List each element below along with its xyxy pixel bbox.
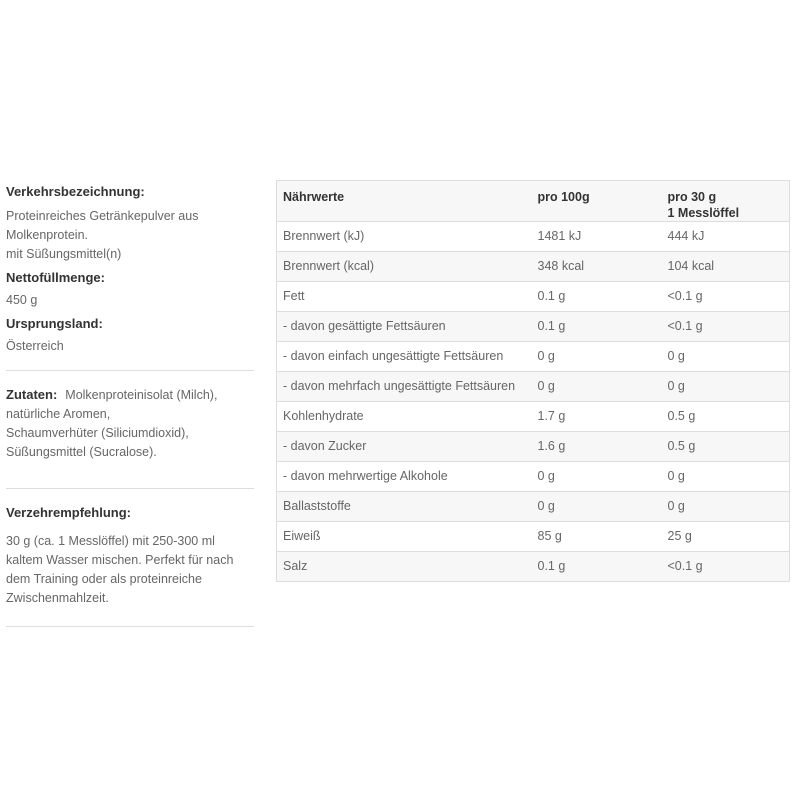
cell-per-100g: 0 g	[532, 462, 662, 492]
table-row	[277, 432, 790, 462]
table-row	[277, 312, 790, 342]
nettofuellmenge-value: 450 g	[6, 293, 38, 307]
cell-per-100g: 0 g	[532, 372, 662, 402]
cell-per-100g: 1.7 g	[532, 402, 662, 432]
table-row	[277, 282, 790, 312]
cell-nutrient: Brennwert (kcal)	[277, 252, 532, 282]
table-row	[277, 552, 790, 582]
cell-nutrient: Ballaststoffe	[277, 492, 532, 522]
cell-per-100g: 0 g	[532, 492, 662, 522]
cell-per-30g: <0.1 g	[662, 552, 790, 582]
verzehr-line3: dem Training oder als proteinreiche	[6, 572, 202, 586]
zutaten-line3: Schaumverhüter (Siliciumdioxid),	[6, 426, 189, 440]
cell-per-100g: 85 g	[532, 522, 662, 552]
table-row	[277, 342, 790, 372]
verkehrsbezeichnung-label: Verkehrsbezeichnung:	[6, 184, 145, 199]
cell-per-30g: 104 kcal	[662, 252, 790, 282]
table-row	[277, 462, 790, 492]
header-pro-30g	[662, 181, 790, 222]
verzehr-line1: 30 g (ca. 1 Messlöffel) mit 250-300 ml	[6, 534, 215, 548]
header-pro-30g-label: pro 30 g	[667, 190, 717, 204]
cell-per-100g: 348 kcal	[532, 252, 662, 282]
product-info	[6, 182, 254, 627]
table-row	[277, 402, 790, 432]
cell-per-30g: 444 kJ	[662, 222, 790, 252]
cell-per-30g: 0 g	[662, 372, 790, 402]
cell-per-100g: 0.1 g	[532, 312, 662, 342]
table-row	[277, 492, 790, 522]
cell-per-30g: 0 g	[662, 462, 790, 492]
table-row	[277, 222, 790, 252]
cell-per-100g: 0.1 g	[532, 552, 662, 582]
cell-nutrient: - davon einfach ungesättigte Fettsäuren	[277, 342, 532, 372]
verzehr-line4: Zwischenmahlzeit.	[6, 591, 109, 605]
table-row	[277, 372, 790, 402]
table-row	[277, 522, 790, 552]
cell-nutrient: - davon mehrwertige Alkohole	[277, 462, 532, 492]
cell-per-30g: 0 g	[662, 492, 790, 522]
zutaten-line2: natürliche Aromen,	[6, 407, 111, 421]
cell-per-30g: <0.1 g	[662, 312, 790, 342]
cell-per-30g: 0.5 g	[662, 402, 790, 432]
cell-per-100g: 1.6 g	[532, 432, 662, 462]
table-row	[277, 252, 790, 282]
nettofuellmenge-label: Nettofüllmenge:	[6, 270, 105, 285]
header-pro-30g-sub: 1 Messlöffel	[667, 206, 740, 220]
cell-nutrient: Fett	[277, 282, 532, 312]
header-naehrwerte: Nährwerte	[277, 181, 532, 222]
info-block-verzehr	[6, 489, 254, 627]
zutaten-line1: Molkenproteinisolat (Milch),	[65, 388, 218, 402]
info-block-zutaten	[6, 371, 254, 489]
cell-nutrient: - davon mehrfach ungesättigte Fettsäuren	[277, 372, 532, 402]
zutaten-label: Zutaten:	[6, 387, 58, 402]
cell-nutrient: - davon gesättigte Fettsäuren	[277, 312, 532, 342]
cell-per-100g: 1481 kJ	[532, 222, 662, 252]
nutrition-table	[276, 180, 790, 582]
cell-nutrient: - davon Zucker	[277, 432, 532, 462]
cell-per-100g: 0.1 g	[532, 282, 662, 312]
cell-per-30g: 0 g	[662, 342, 790, 372]
verkehrsbezeichnung-line2: Molkenprotein.	[6, 228, 88, 242]
cell-per-30g: 0.5 g	[662, 432, 790, 462]
verkehrsbezeichnung-line3: mit Süßungsmittel(n)	[6, 247, 122, 261]
cell-per-30g: 25 g	[662, 522, 790, 552]
ursprungsland-value: Österreich	[6, 339, 64, 353]
verzehr-line2: kaltem Wasser mischen. Perfekt für nach	[6, 553, 234, 567]
cell-nutrient: Kohlenhydrate	[277, 402, 532, 432]
cell-nutrient: Eiweiß	[277, 522, 532, 552]
table-header-row	[277, 181, 790, 222]
table-body	[277, 222, 790, 582]
verzehr-label: Verzehrempfehlung:	[6, 505, 131, 520]
cell-per-100g: 0 g	[532, 342, 662, 372]
header-pro-100g: pro 100g	[532, 181, 662, 222]
verkehrsbezeichnung-line1: Proteinreiches Getränkepulver aus	[6, 209, 199, 223]
cell-per-30g: <0.1 g	[662, 282, 790, 312]
info-block-general	[6, 182, 254, 371]
zutaten-line4: Süßungsmittel (Sucralose).	[6, 445, 157, 459]
cell-nutrient: Brennwert (kJ)	[277, 222, 532, 252]
ursprungsland-label: Ursprungsland:	[6, 316, 103, 331]
cell-nutrient: Salz	[277, 552, 532, 582]
